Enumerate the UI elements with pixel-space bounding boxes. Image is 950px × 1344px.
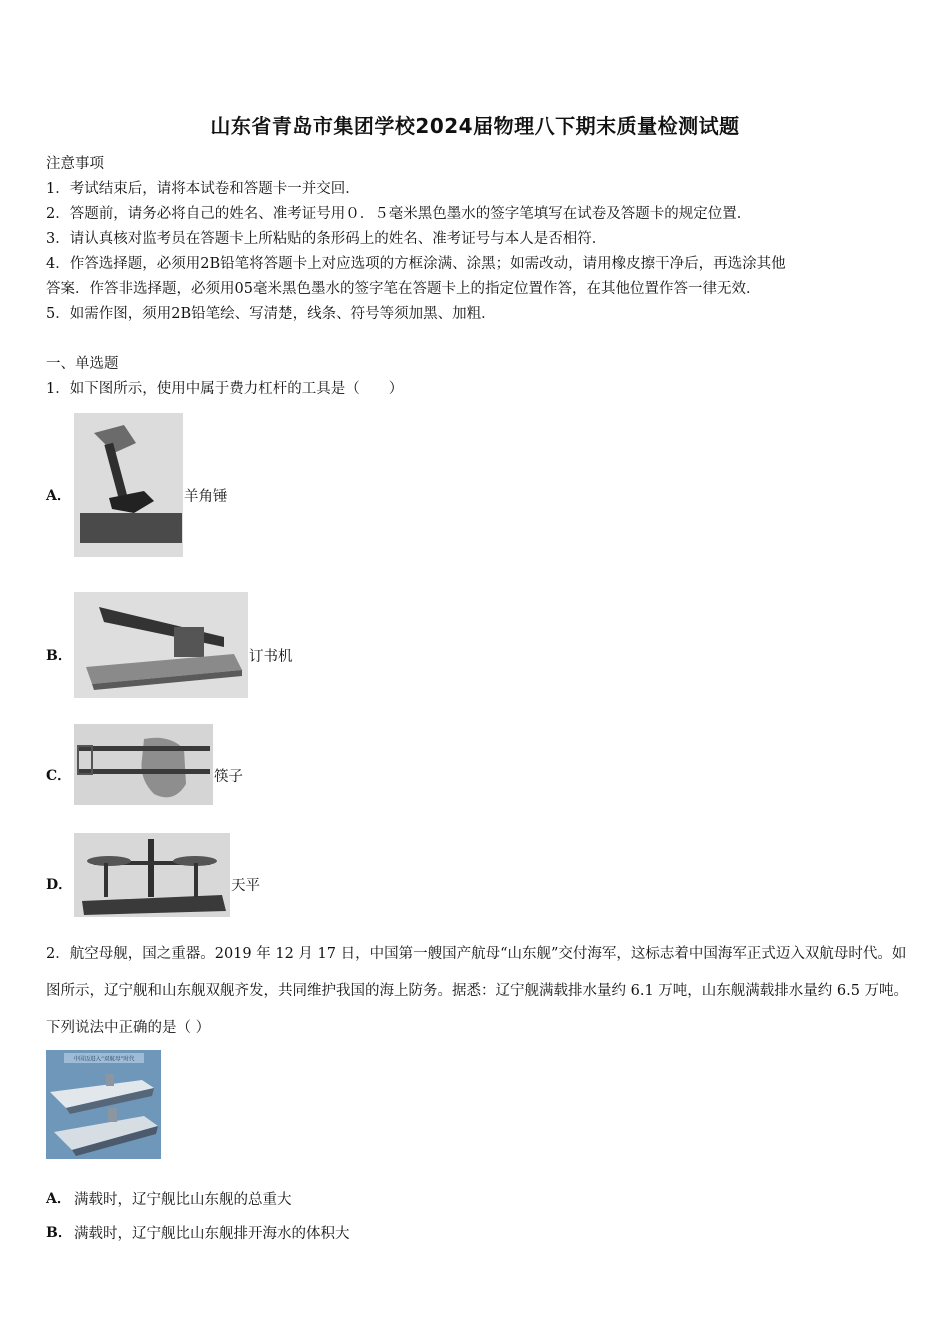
option-c-letter: C． xyxy=(46,768,72,784)
option-a-label: 羊角锤 xyxy=(184,489,228,505)
notice-item-3: 3．请认真核对监考员在答题卡上所粘贴的条形码上的姓名、准考证号与本人是否相符． xyxy=(46,231,607,247)
q2-option-a-letter: A． xyxy=(46,1191,71,1207)
notice-item-5: 5．如需作图，须用2B铅笔绘、写清楚，线条、符号等须加黑、加粗． xyxy=(46,306,496,322)
question-1-stem: 1．如下图所示，使用中属于费力杠杆的工具是（ ） xyxy=(46,381,404,397)
chopsticks-photo xyxy=(74,724,213,805)
q2-option-b-text: 满载时，辽宁舰比山东舰排开海水的体积大 xyxy=(74,1226,350,1242)
claw-hammer-photo xyxy=(74,413,183,557)
page-title: 山东省青岛市集团学校2024届物理八下期末质量检测试题 xyxy=(210,114,740,138)
notice-item-4: 4．作答选择题，必须用2B铅笔将答题卡上对应选项的方框涂满、涂黑；如需改动，请用橡皮擦干净后，再选涂其他 xyxy=(46,256,786,272)
aircraft-carriers-photo xyxy=(46,1050,161,1159)
notice-heading: 注意事项 xyxy=(46,156,104,172)
stapler-photo xyxy=(74,592,248,698)
option-b-label: 订书机 xyxy=(249,649,293,665)
notice-item-2: 2．答题前，请务必将自己的姓名、准考证号用０．５毫米黑色墨水的签字笔填写在试卷及答题卡的规定位置． xyxy=(46,206,752,222)
balance-scale-photo xyxy=(74,833,230,917)
notice-item-1: 1．考试结束后，请将本试卷和答题卡一并交回． xyxy=(46,181,360,197)
carrier-image-caption: 中国迈进入“双航母”时代 xyxy=(73,1056,135,1063)
q2-option-b-letter: B． xyxy=(46,1225,72,1241)
option-d-label: 天平 xyxy=(231,878,260,894)
q2-option-a-text: 满载时，辽宁舰比山东舰的总重大 xyxy=(74,1192,292,1208)
notice-item-4-cont: 答案．作答非选择题，必须用05毫米黑色墨水的签字笔在答题卡上的指定位置作答，在其他位置作答一律无效． xyxy=(46,281,761,297)
option-c-label: 筷子 xyxy=(214,769,243,785)
option-d-letter: D． xyxy=(46,877,73,893)
option-b-letter: B． xyxy=(46,648,72,664)
question-2-stem: 2．航空母舰，国之重器。2019 年 12 月 17 日，中国第一艘国产航母“山东舰”交付海军，这标志着中国海军正式迈入双航母时代。如图所示，辽宁舰和山东舰双舰齐发，共同维护我国的海上防务。据悉：辽宁舰满载排水量约 6.1 万吨，山东舰满载排水量约 6.5 万吨。下列说法中正确的是（ ） xyxy=(46,946,909,1036)
section-heading: 一、单选题 xyxy=(46,356,119,372)
option-a-letter: A． xyxy=(46,488,71,504)
